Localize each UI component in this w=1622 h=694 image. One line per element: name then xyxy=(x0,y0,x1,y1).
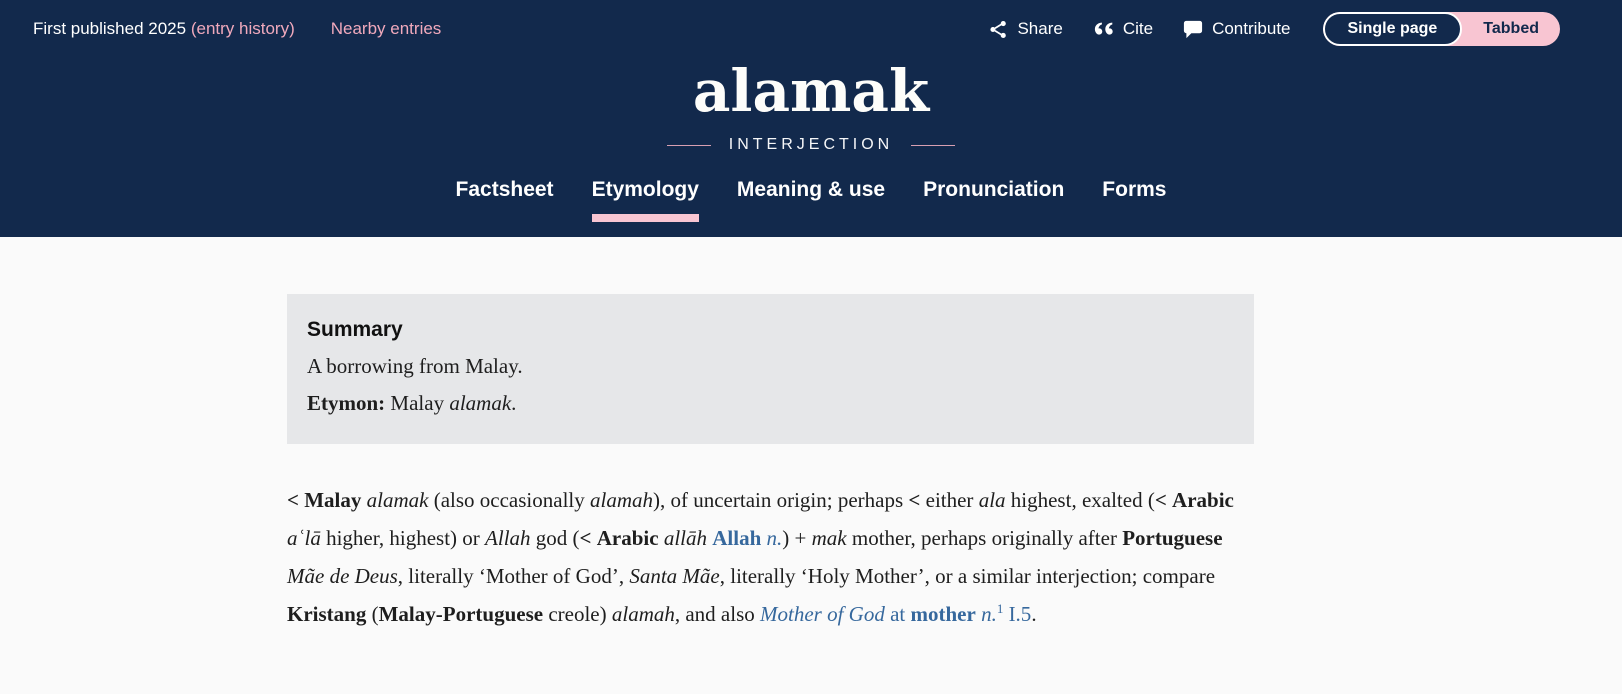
top-bar xyxy=(0,0,1622,46)
etymology-panel xyxy=(287,294,1254,633)
etymology-paragraph: < Malay alamak (also occasionally alamah), of uncertain origin; perhaps < either ala highest, exalted (< Arabic aʿlā higher, highest) or Allah god (< Arabic allāh Allah n.) + mak mother, perhaps originally after Portuguese Mãe de Deus, literally ‘Mother of God’, Santa Mãe, literally ‘Holy Mother’, or a similar interjection; compare Kristang (Malay-Portuguese creole) alamah, and also Mother of God at mother n.$^1$ I.5. xyxy=(287,488,1234,626)
share-label: Share xyxy=(1017,19,1063,38)
entry-link[interactable]: mother xyxy=(910,602,976,626)
cite-button[interactable] xyxy=(1093,19,1153,39)
entry-link[interactable]: n. xyxy=(761,526,783,550)
left-rule xyxy=(667,145,711,146)
cite-label: Cite xyxy=(1122,19,1154,38)
tab-pronunciation[interactable]: Pronunciation xyxy=(923,178,1065,202)
entry-link[interactable]: Allah xyxy=(712,526,762,550)
part-of-speech-row xyxy=(0,136,1622,154)
entry-tab-bar xyxy=(0,175,1622,222)
contribute-button[interactable] xyxy=(1183,19,1290,39)
entry-link[interactable]: n. xyxy=(975,602,997,626)
tab-forms[interactable]: Forms xyxy=(1102,178,1167,202)
summary-heading: Summary xyxy=(307,318,403,341)
nearby-entries-link[interactable]: Nearby entries xyxy=(330,19,442,38)
summary-borrowing-text: A borrowing from Malay. xyxy=(307,354,523,378)
header-actions xyxy=(989,12,1560,46)
entry-title: alamak xyxy=(692,57,930,125)
page-view-toggle xyxy=(1323,12,1561,46)
entry-link[interactable]: 1 xyxy=(996,601,1004,616)
entry-link[interactable]: at xyxy=(884,602,911,626)
quote-icon xyxy=(1093,21,1114,37)
summary-box xyxy=(287,294,1254,444)
contribute-label: Contribute xyxy=(1212,19,1291,38)
tabbed-toggle-button[interactable]: Tabbed xyxy=(1462,12,1560,46)
publication-info xyxy=(33,19,441,39)
first-published-group xyxy=(33,19,295,39)
share-button[interactable] xyxy=(989,19,1062,39)
share-icon xyxy=(989,20,1008,39)
entry-history-link[interactable]: (entry history) xyxy=(190,19,295,38)
right-rule xyxy=(911,145,955,146)
tab-meaning-and-use[interactable]: Meaning & use xyxy=(736,178,886,202)
part-of-speech-label: INTERJECTION xyxy=(728,136,894,154)
single-page-toggle-button[interactable]: Single page xyxy=(1323,12,1463,46)
entry-link[interactable]: I.5 xyxy=(1003,602,1032,626)
first-published-text: First published 2025 xyxy=(33,19,187,38)
summary-etymon-line: Etymon: Malay alamak. xyxy=(307,391,517,415)
masthead xyxy=(0,57,1622,154)
entry-header xyxy=(0,0,1622,237)
entry-link[interactable]: Mother of God xyxy=(760,602,885,626)
tab-etymology[interactable]: Etymology xyxy=(592,175,699,222)
tab-factsheet[interactable]: Factsheet xyxy=(455,178,554,202)
speech-bubble-icon xyxy=(1183,20,1203,39)
